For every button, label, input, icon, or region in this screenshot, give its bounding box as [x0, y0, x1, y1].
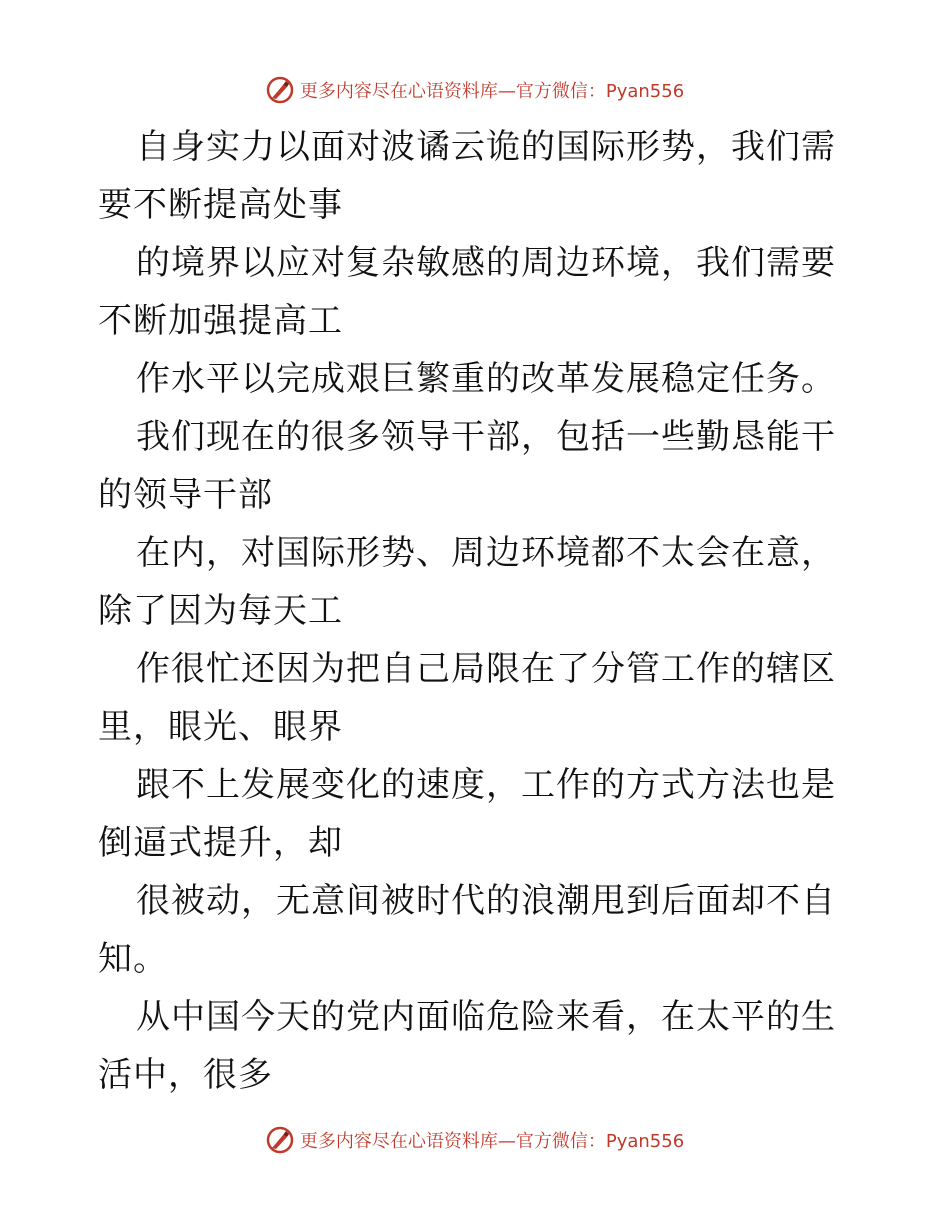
paragraph: 作水平以完成艰巨繁重的改革发展稳定任务。: [136, 359, 836, 399]
pen-logo-icon: [266, 76, 294, 104]
paragraph: 很被动，无意间被时代的浪潮甩到后面却不自知。: [98, 881, 836, 979]
footer-banner-text: 更多内容尽在心语资料库—官方微信：Pyan556: [299, 1131, 685, 1152]
page-header-banner: [0, 70, 950, 110]
paragraph: 的境界以应对复杂敏感的周边环境，我们需要不断加强提高工: [98, 243, 836, 341]
pen-logo-icon: [266, 1126, 294, 1154]
paragraph: 从中国今天的党内面临危险来看，在太平的生活中，很多: [98, 997, 836, 1095]
paragraph: 我们现在的很多领导干部，包括一些勤恳能干的领导干部: [98, 417, 836, 515]
paragraph: 在内，对国际形势、周边环境都不太会在意，除了因为每天工: [98, 533, 836, 631]
document-body: [98, 118, 858, 1104]
page-footer-banner: [0, 1120, 950, 1160]
paragraph: 作很忙还因为把自己局限在了分管工作的辖区里，眼光、眼界: [98, 649, 836, 747]
header-banner-text: 更多内容尽在心语资料库—官方微信：Pyan556: [299, 81, 685, 102]
paragraph: 自身实力以面对波谲云诡的国际形势，我们需要不断提高处事: [98, 127, 836, 225]
paragraph: 跟不上发展变化的速度，工作的方式方法也是倒逼式提升，却: [98, 765, 836, 863]
